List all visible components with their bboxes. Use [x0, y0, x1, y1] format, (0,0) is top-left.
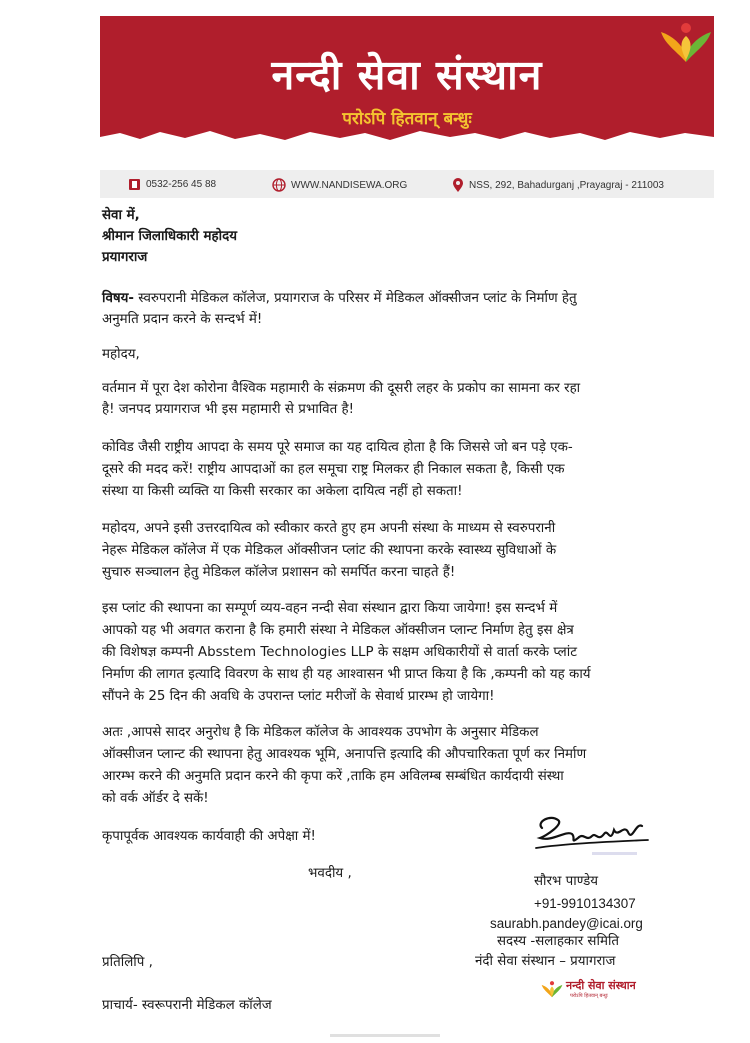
paragraph-line: सुचारु सञ्चालन हेतु मेडिकल कॉलेज प्रशासन को समर्पित करना चाहते हैं! [102, 565, 456, 580]
paragraph-line: नेहरू मेडिकल कॉलेज में एक मेडिकल ऑक्सीजन प्लांट की स्थापना करके स्वास्थ्य सुविधाओं के [102, 543, 557, 558]
paragraph-line: इस प्लांट की स्थापना का सम्पूर्ण व्यय-वहन नन्दी सेवा संस्थान द्वारा किया जायेगा! इस सन्दर्भ में [102, 601, 558, 616]
subject-label: विषय- [102, 291, 134, 306]
phone-text: 0532-256 45 88 [146, 179, 217, 190]
paragraph-line: वर्तमान में पूरा देश कोरोना वैश्विक महामारी के संक्रमण की दूसरी लहर के प्रकोप का सामना कर रहा [102, 381, 581, 396]
recipient-line-3: प्रयागराज [102, 250, 148, 265]
logo-icon [657, 20, 715, 64]
closing: भवदीय , [308, 866, 352, 881]
signatory-phone: +91-9910134307 [534, 896, 636, 911]
subject-line-2: अनुमति प्रदान करने के सन्दर्भ में! [102, 312, 263, 327]
contact-phone [128, 178, 216, 191]
subject-line-1 [102, 288, 577, 310]
recipient-line-1: सेवा में, [102, 208, 140, 223]
paragraph-line: महोदय, अपने इसी उत्तरदायित्व को स्वीकार करते हुए हम अपनी संस्था के माध्यम से स्वरुपरानी [102, 521, 556, 536]
salutation: महोदय, [102, 347, 140, 362]
bottom-divider [330, 1034, 440, 1037]
contact-address [452, 178, 664, 193]
contact-website[interactable] [272, 178, 407, 192]
footer-logo-motto: परोऽपि हितवान् बन्धुः [570, 993, 608, 999]
paragraph-line: सौंपने के 25 दिन की अवधि के उपरान्त प्लांट मरीजों के सेवार्थ प्रारम्भ हो जायेगा! [102, 689, 495, 704]
signatory-organization: नंदी सेवा संस्थान – प्रयागराज [475, 954, 616, 969]
paragraph-line: दूसरे की मदद करें! राष्ट्रीय आपदाओं का हल समूचा राष्ट्र मिलकर ही निकाल सकता है, किसी एक [102, 462, 565, 477]
subject-text: स्वरुपरानी मेडिकल कॉलेज, प्रयागराज के परिसर में मेडिकल ऑक्सीजन प्लांट के निर्माण हेतु [133, 291, 577, 306]
paragraph-line: निर्माण की लागत इत्यादि विवरण के साथ ही यह आश्वासन भी प्राप्त किया है कि ,कम्पनी को यह कार्य [102, 667, 591, 682]
signatory-name: सौरभ पाण्डेय [534, 874, 599, 889]
torn-edge-decoration [100, 127, 714, 148]
signatory-email[interactable]: saurabh.pandey@icai.org [490, 916, 643, 931]
org-motto: परोऽपि हितवान् बन्धुः [342, 109, 472, 129]
header-banner [100, 16, 714, 148]
footer-logo [540, 975, 650, 1005]
website-text[interactable]: WWW.NANDISEWA.ORG [291, 179, 408, 191]
contact-bar [100, 170, 714, 198]
address-text: NSS, 292, Bahadurganj ,Prayagraj - 211003 [469, 180, 664, 191]
paragraph-line: को वर्क ऑर्डर दे सकें! [102, 791, 209, 806]
paragraph-line: संस्था या किसी व्यक्ति या किसी सरकार का अकेला दायित्व नहीं हो सकता! [102, 484, 463, 499]
copy-label: प्रतिलिपि , [102, 955, 153, 970]
copy-recipient: प्राचार्य- स्वरूपरानी मेडिकल कॉलेज [102, 998, 272, 1013]
globe-icon [272, 178, 286, 192]
location-pin-icon [452, 178, 464, 193]
closing-request: कृपापूर्वक आवश्यक कार्यवाही की अपेक्षा में! [102, 829, 316, 844]
phone-icon [128, 178, 141, 191]
signatory-designation: सदस्य -सलाहकार समिति [497, 934, 620, 949]
footer-logo-name: नन्दी सेवा संस्थान [566, 979, 636, 992]
paragraph-line: की विशेषज्ञ कम्पनी Absstem Technologies LLP के सक्षम अधिकारीयों से वार्ता करके प्लांट [102, 645, 577, 660]
paragraph-line: आरम्भ करने की अनुमति प्रदान करने की कृपा करें ,ताकि हम अविलम्ब सम्बंधित कार्यदायी संस्था [102, 769, 564, 784]
signature [532, 808, 652, 863]
logo-icon [540, 977, 564, 1001]
paragraph-line: कोविड जैसी राष्ट्रीय आपदा के समय पूरे समाज का यह दायित्व होता है कि जिससे जो बन पड़े एक- [102, 440, 573, 455]
paragraph-line: आपको यह भी अवगत कराना है कि हमारी संस्था ने मेडिकल ऑक्सीजन प्लान्ट निर्माण हेतु इस क्षेत्र [102, 623, 574, 638]
paragraph-line: है! जनपद प्रयागराज भी इस महामारी से प्रभावित है! [102, 402, 354, 417]
paragraph-line: ऑक्सीजन प्लान्ट की स्थापना हेतु आवश्यक भूमि, अनापत्ति इत्यादि की औपचारिकता पूर्ण कर निर्माण [102, 747, 587, 762]
org-name: नन्दी सेवा संस्थान [271, 51, 543, 99]
paragraph-line: अतः ,आपसे सादर अनुरोध है कि मेडिकल कॉलेज के आवश्यक उपभोग के अनुसार मेडिकल [102, 725, 539, 740]
recipient-line-2: श्रीमान जिलाधिकारी महोदय [102, 229, 237, 244]
